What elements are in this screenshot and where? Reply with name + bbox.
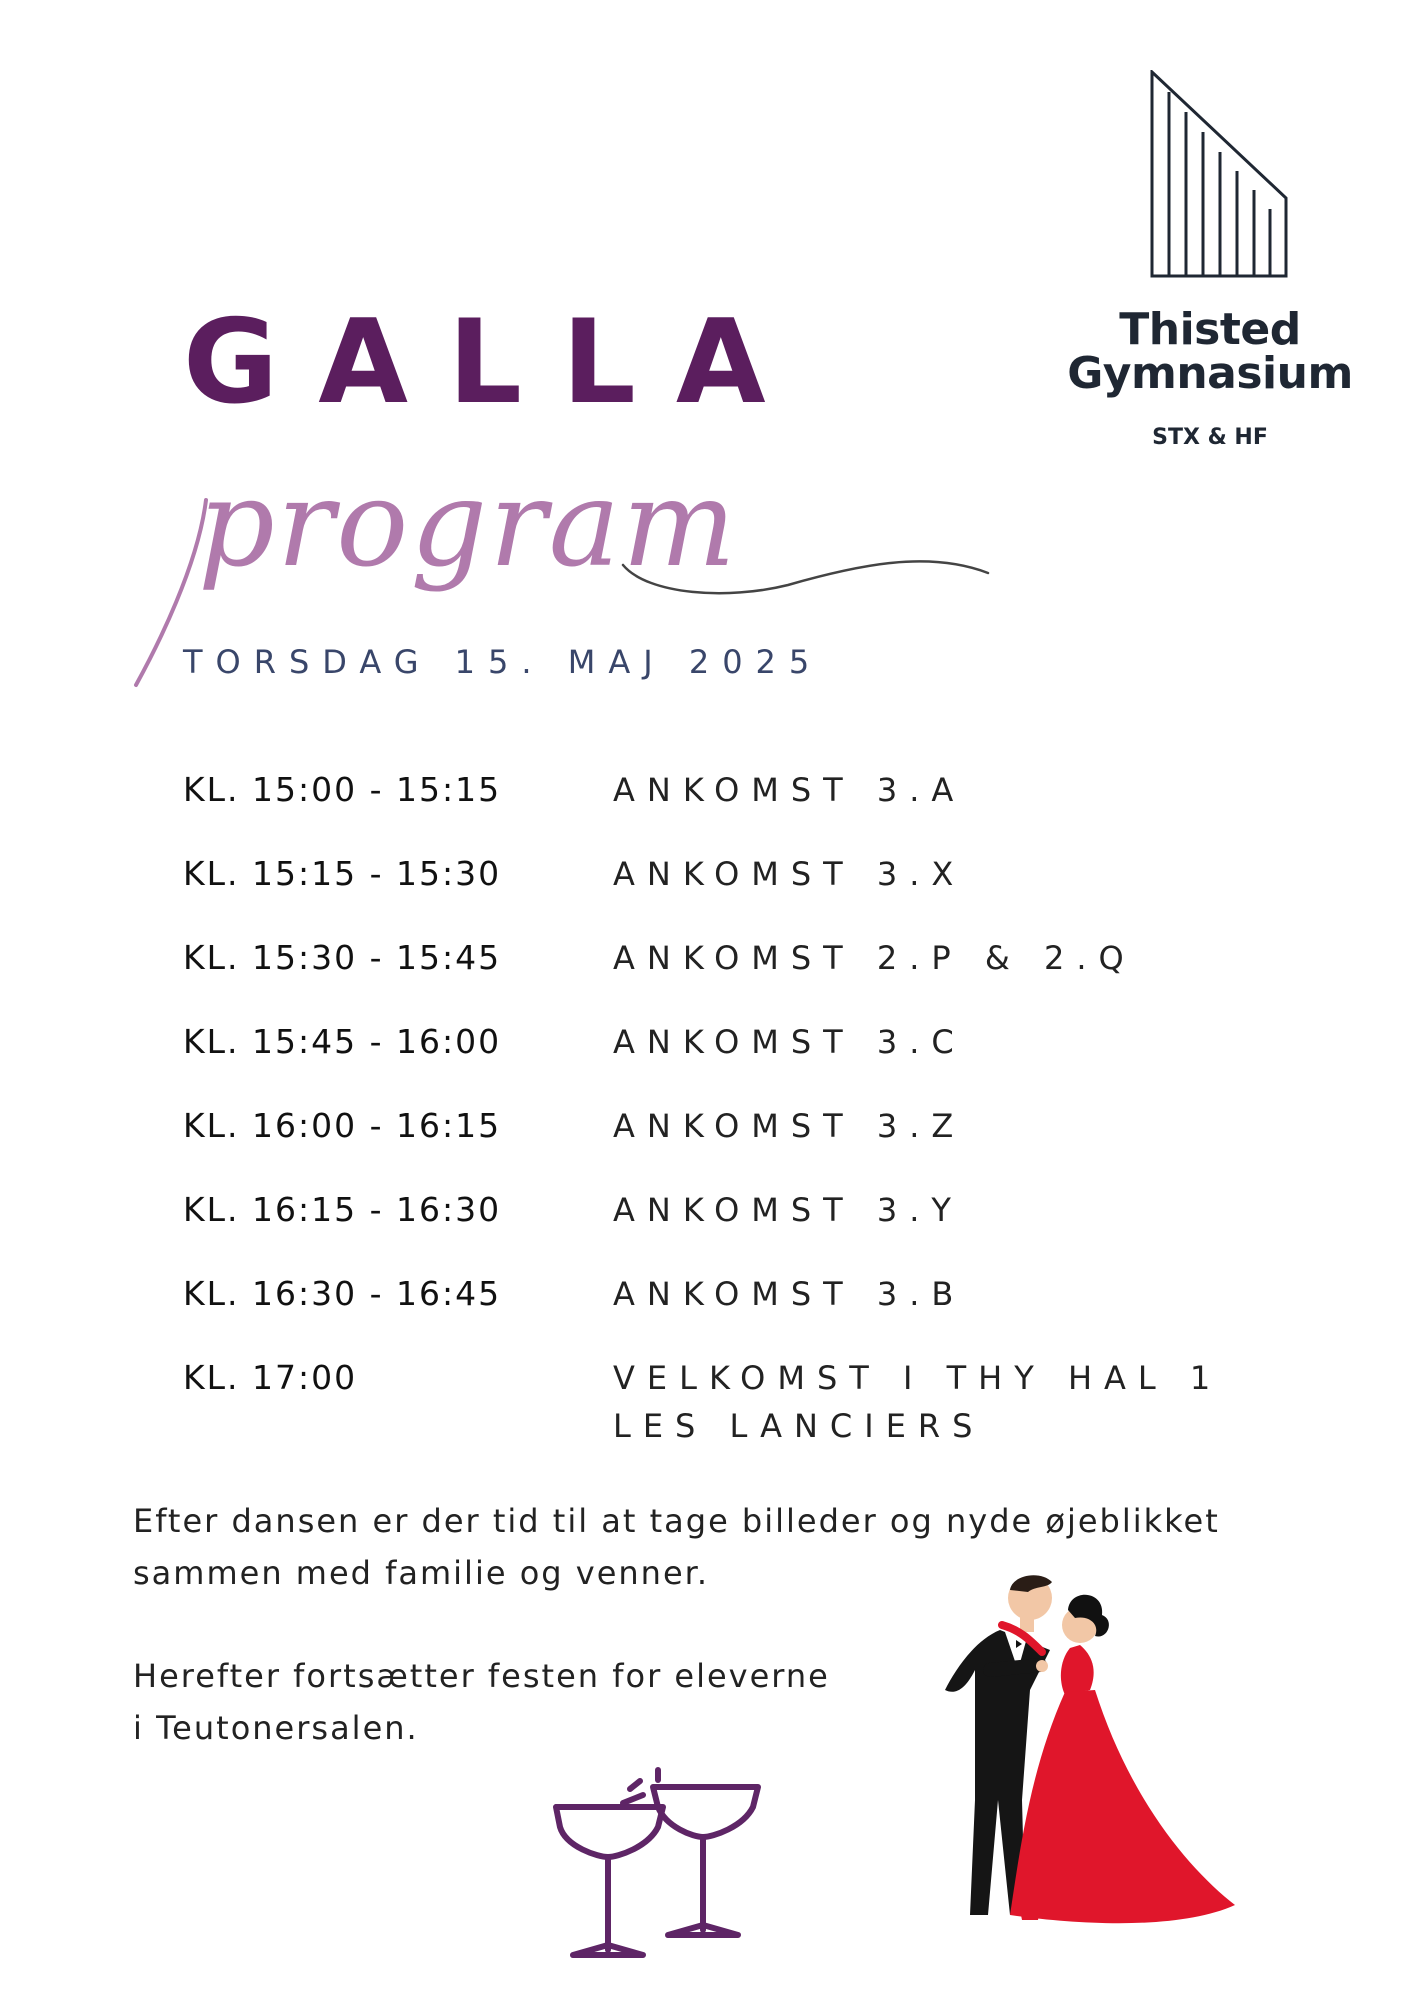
building-logo-icon (1150, 70, 1290, 280)
schedule-row (183, 1022, 1283, 1106)
schedule-event-line: ANKOMST 3.Z (613, 1107, 966, 1145)
school-logo (1050, 70, 1370, 470)
schedule-list (183, 770, 1283, 1445)
schedule-event (613, 1102, 965, 1150)
school-name (1050, 304, 1370, 399)
schedule-time: KL. 15:15 - 15:30 (183, 854, 502, 893)
schedule-event (613, 850, 965, 898)
schedule-row (183, 854, 1283, 938)
schedule-event-line: ANKOMST 3.Y (613, 1191, 963, 1229)
schedule-event-line: ANKOMST 3.A (613, 771, 966, 809)
schedule-event (613, 934, 1136, 982)
schedule-event-line: ANKOMST 3.X (613, 855, 966, 893)
paragraph-line: i Teutonersalen. (133, 1709, 419, 1747)
school-name-line2: Gymnasium (1067, 348, 1353, 399)
schedule-event-line: VELKOMST I THY HAL 1 (613, 1359, 1223, 1397)
schedule-event-line: LES LANCIERS (613, 1407, 985, 1445)
schedule-row (183, 1358, 1283, 1445)
paragraph-line: Herefter fortsætter festen for eleverne (133, 1657, 830, 1695)
schedule-time: KL. 16:30 - 16:45 (183, 1274, 502, 1313)
schedule-time: KL. 16:00 - 16:15 (183, 1106, 502, 1145)
schedule-event (613, 1186, 963, 1234)
champagne-glasses-icon (548, 1765, 778, 1965)
schedule-event (613, 1270, 965, 1318)
paragraph-line: Efter dansen er der tid til at tage billeder og nyde øjeblikket (133, 1502, 1220, 1540)
page-title: GALLA (183, 295, 806, 430)
schedule-time: KL. 15:30 - 15:45 (183, 938, 502, 977)
schedule-row (183, 770, 1283, 854)
script-word: program (198, 455, 738, 594)
paragraph-party (133, 1650, 830, 1754)
schedule-event-line: ANKOMST 3.C (613, 1023, 966, 1061)
schedule-time: KL. 15:00 - 15:15 (183, 770, 502, 809)
dancing-couple-icon (930, 1570, 1250, 1930)
schedule-event-line: ANKOMST 2.P & 2.Q (613, 939, 1136, 977)
schedule-row (183, 1274, 1283, 1358)
schedule-event (613, 766, 965, 814)
school-name-line1: Thisted (1119, 304, 1301, 355)
paragraph-line: sammen med familie og venner. (133, 1554, 710, 1592)
schedule-row (183, 938, 1283, 1022)
event-date: TORSDAG 15. MAJ 2025 (183, 643, 823, 681)
schedule-event (613, 1018, 966, 1066)
schedule-row (183, 1106, 1283, 1190)
schedule-time: KL. 17:00 (183, 1358, 358, 1397)
schedule-event-line: ANKOMST 3.B (613, 1275, 966, 1313)
school-subtitle: STX & HF (1152, 425, 1268, 450)
schedule-time: KL. 16:15 - 16:30 (183, 1190, 502, 1229)
schedule-event (613, 1354, 1222, 1450)
schedule-time: KL. 15:45 - 16:00 (183, 1022, 502, 1061)
schedule-row (183, 1190, 1283, 1274)
